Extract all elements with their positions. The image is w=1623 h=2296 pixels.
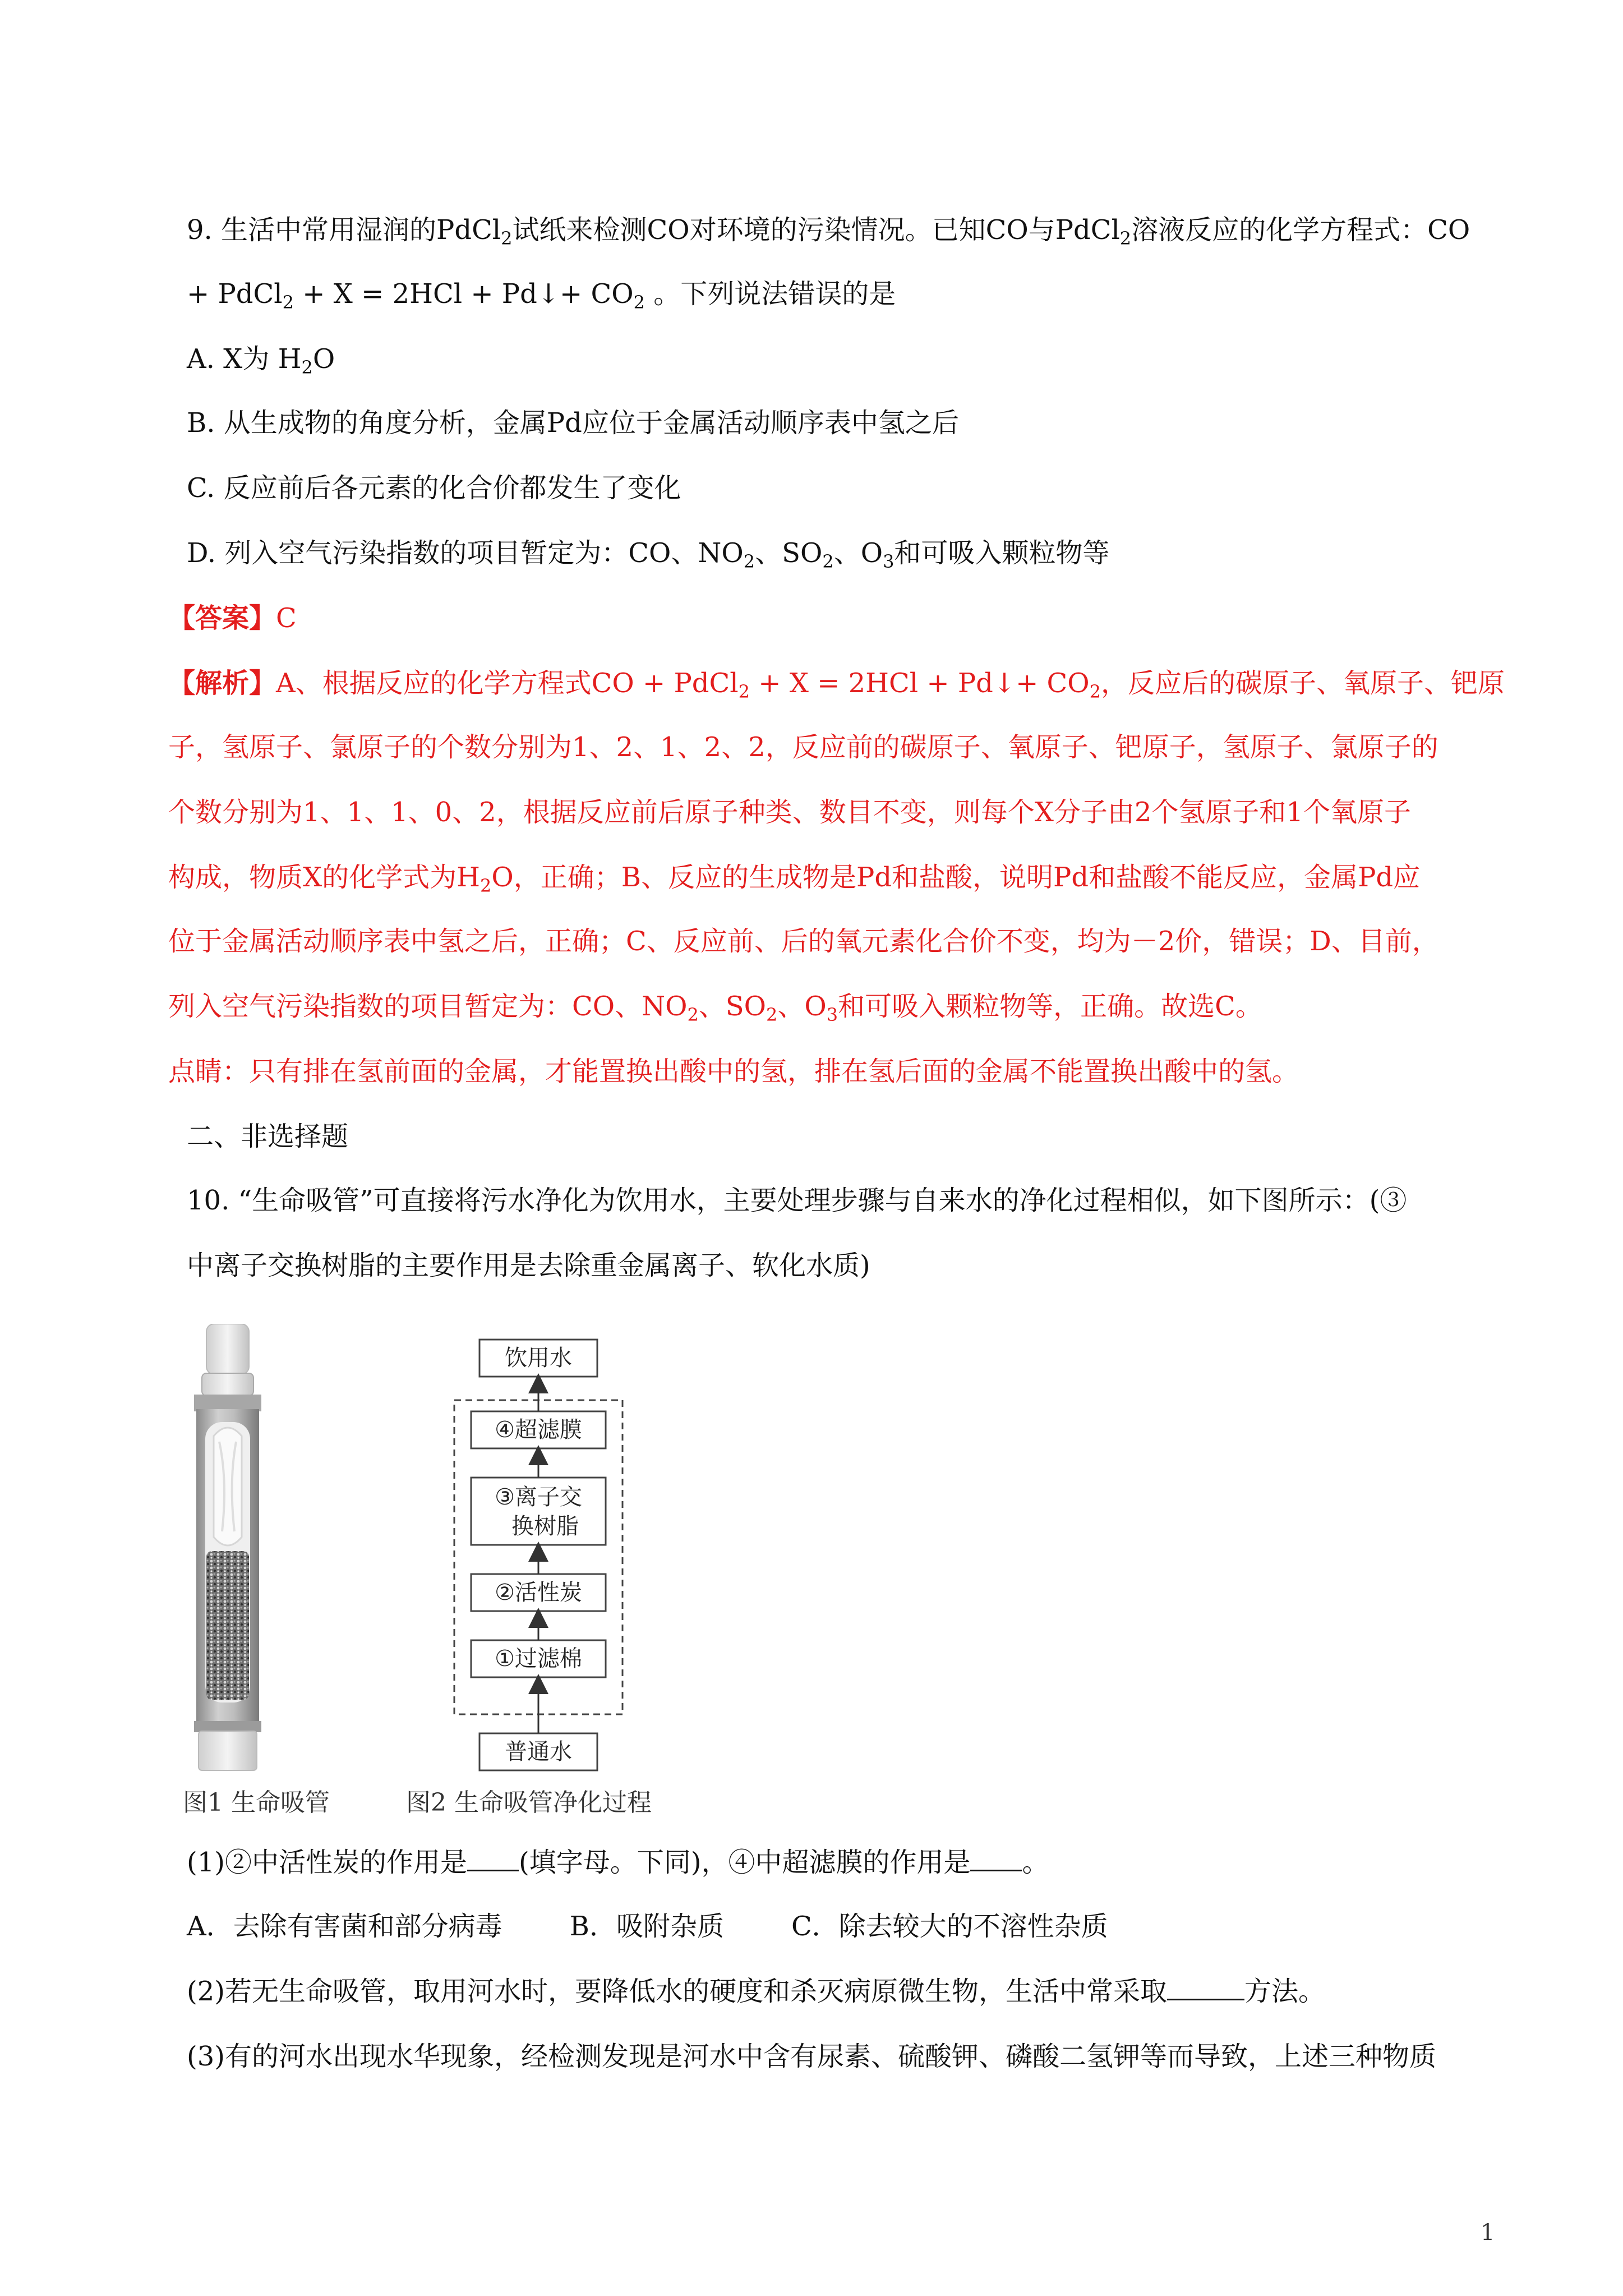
figure2-caption: 图2 生命吸管净化过程	[406, 1788, 652, 1817]
flow-label-ordinary-water: 普通水	[505, 1739, 572, 1765]
analysis-line2: 子，氢原子、氯原子的个数分别为1、2、1、2、2，反应前的碳原子、氧原子、钯原子，氢原子、氯原子的	[168, 731, 1438, 763]
option-c: C．除去较大的不溶性杂质	[791, 1911, 1108, 1942]
flow-label-filter-cotton: ①过滤棉	[495, 1646, 582, 1672]
analysis-label: 【解析】	[168, 668, 276, 699]
q9-stem-line1: 9. 生活中常用湿润的PdCl$_2$试纸来检测CO对环境的污染情况。已知CO与PdCl$_2$溶液反应的化学方程式：CO	[187, 214, 1470, 249]
analysis-tip: 点睛：只有排在氢前面的金属，才能置换出酸中的氢，排在氢后面的金属不能置换出酸中的氢。	[168, 1056, 1299, 1087]
q9-option-c: C. 反应前后各元素的化合价都发生了变化	[187, 472, 681, 504]
q9-option-d: D. 列入空气污染指数的项目暂定为：CO、$NO_2$、$SO_2$、$O_3$和可吸入颗粒物等	[187, 537, 1110, 572]
figure1-caption: 图1 生命吸管	[183, 1788, 330, 1817]
q10-part1: (1)②中活性炭的作用是 (填字母。下同)，④中超滤膜的作用是 。	[187, 1847, 1049, 1878]
answer-blank-1[interactable]	[467, 1866, 519, 1871]
q10-part3: (3)有的河水出现水华现象，经检测发现是河水中含有尿素、硫酸钾、磷酸二氢钾等而导致，上述三种物质	[187, 2041, 1436, 2072]
flow-label-drinking-water: 饮用水	[505, 1345, 572, 1371]
q9-option-b: B. 从生成物的角度分析，金属Pd应位于金属活动顺序表中氢之后	[187, 407, 959, 439]
purification-flow-diagram	[449, 1337, 628, 1775]
analysis-line4: 构成，物质X的化学式为$H_2O$，正确；B、反应的生成物是Pd和盐酸，说明Pd和盐酸不能反应，金属Pd应	[168, 862, 1421, 896]
q10-stem-line2: 中离子交换树脂的主要作用是去除重金属离子、软化水质)	[187, 1250, 870, 1281]
answer-value: C	[276, 602, 297, 634]
answer-label: 【答案】	[168, 602, 276, 634]
option-b: B．吸附杂质	[569, 1911, 724, 1942]
section-heading: 二、非选择题	[187, 1121, 349, 1152]
q9-option-a: A. X为 $H_2O$	[187, 343, 335, 378]
flow-label-ultrafiltration: ④超滤膜	[495, 1417, 582, 1443]
page-number: 1	[1481, 2220, 1495, 2246]
answer-blank-2[interactable]	[970, 1866, 1022, 1871]
flow-label-activated-carbon: ②活性炭	[495, 1580, 582, 1605]
analysis-line5: 位于金属活动顺序表中氢之后，正确；C、反应前、后的氧元素化合价不变，均为－2价，错误；D、目前，	[168, 926, 1439, 957]
q10-part2: (2)若无生命吸管，取用河水时，要降低水的硬度和杀灭病原微生物，生活中常采取 方法。	[187, 1976, 1326, 2007]
q10-part1-options	[187, 1910, 1493, 1943]
analysis-line1: 【解析】A、根据反应的化学方程式CO + PdCl$_2$ + X = 2HCl + Pd↓+ $CO_2$，反应后的碳原子、氧原子、钯原	[168, 668, 1505, 702]
life-straw-image	[183, 1324, 273, 1773]
analysis-line6: 列入空气污染指数的项目暂定为：CO、$NO_2$、$SO_2$、$O_3$和可吸入颗粒物等，正确。故选C。	[168, 991, 1262, 1025]
q10-stem-line1: 10. “生命吸管”可直接将污水净化为饮用水，主要处理步骤与自来水的净化过程相似，如下图所示：(③	[187, 1185, 1407, 1216]
answer-blank-3[interactable]	[1167, 1995, 1244, 2000]
q9-stem-line2: + PdCl$_2$ + X = 2HCl + Pd↓+ $CO_2$ 。下列说法错误的是	[187, 278, 896, 313]
flow-label-ion-exchange-1: ③离子交	[495, 1484, 582, 1510]
analysis-line3: 个数分别为1、1、1、0、2，根据反应前后原子种类、数目不变，则每个X分子由2个氢原子和1个氧原子	[168, 797, 1411, 828]
option-a: A．去除有害菌和部分病毒	[187, 1911, 502, 1942]
flow-label-ion-exchange-2: 换树脂	[511, 1513, 579, 1539]
answer-line	[168, 601, 1475, 635]
